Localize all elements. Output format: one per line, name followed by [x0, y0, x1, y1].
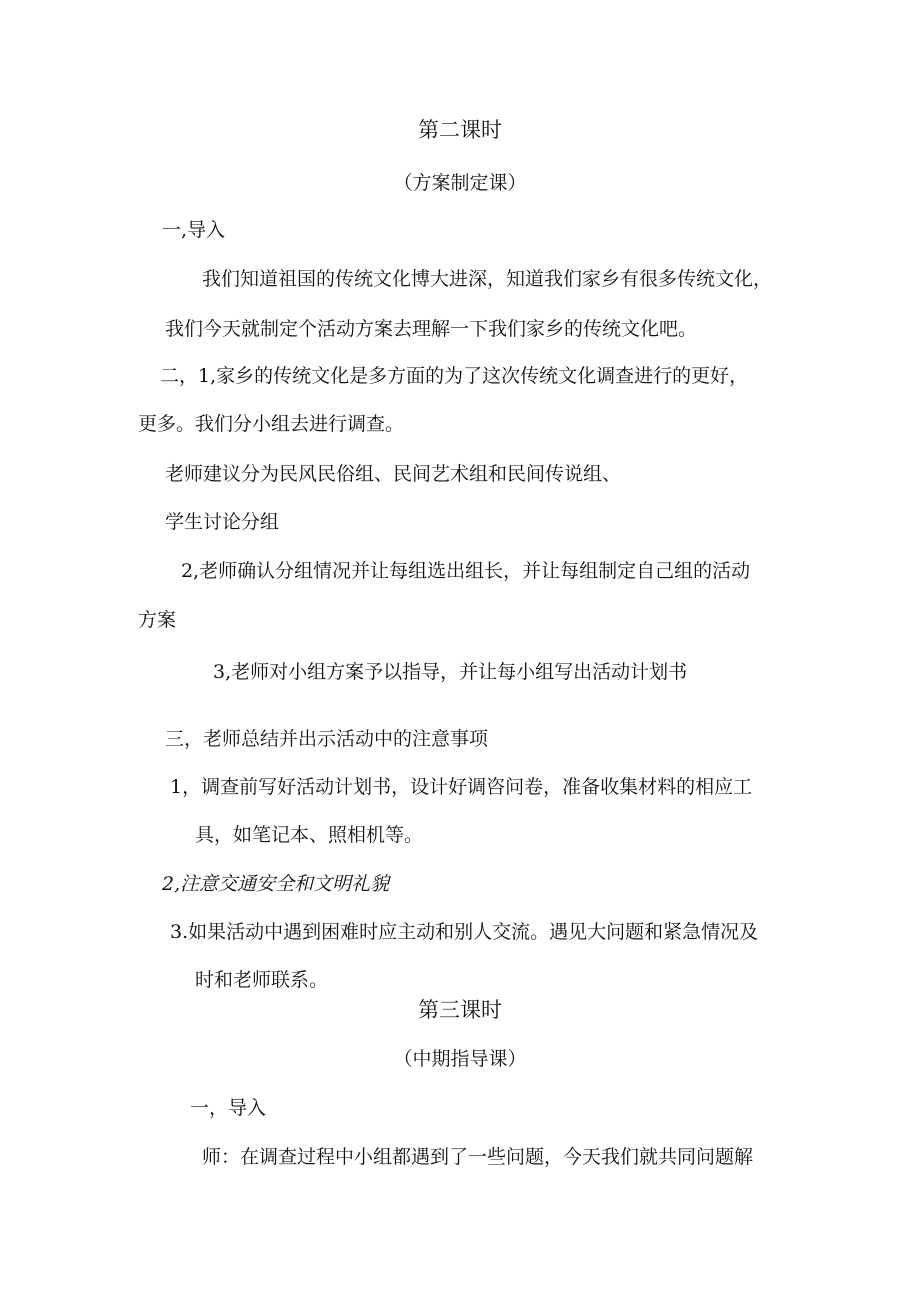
- lesson2-section2-item2-line2: 方案: [138, 609, 177, 631]
- lesson3-section1-para-line1: 师：在调查过程中小组都遇到了一些问题，今天我们就共同问题解: [202, 1146, 754, 1168]
- lesson2-section2-discussion: 学生讨论分组: [165, 511, 280, 533]
- lesson3-section1-heading: 一，导入: [190, 1097, 267, 1119]
- lesson3-subtitle: （中期指导课）: [393, 1048, 527, 1070]
- lesson2-section3-item3-line2: 时和老师联系。: [195, 969, 329, 991]
- lesson2-section2-suggestion: 老师建议分为民风民俗组、民间艺术组和民间传说组、: [165, 463, 622, 485]
- lesson2-section2-item1-line2: 更多。我们分小组去进行调查。: [138, 413, 405, 435]
- lesson3-title: 第三课时: [418, 998, 502, 1022]
- lesson2-section1-heading: 一,导入: [162, 219, 226, 241]
- lesson2-section3-item3-line1: 3.如果活动中遇到困难时应主动和别人交流。遇见大问题和紧急情况及: [170, 921, 759, 943]
- lesson2-section3-item1-line1: 1，调查前写好活动计划书，设计好调咨问卷，准备收集材料的相应工: [170, 776, 753, 798]
- lesson2-section2-item3: 3,老师对小组方案予以指导，并让每小组写出活动计划书: [213, 661, 688, 683]
- lesson2-title: 第二课时: [418, 118, 502, 142]
- lesson2-section1-para-line1: 我们知道祖国的传统文化博大进深，知道我们家乡有很多传统文化，: [202, 268, 773, 290]
- lesson2-section2-item2-line1: 2,老师确认分组情况并让每组选出组长，并让每组制定自己组的活动: [181, 560, 751, 582]
- lesson2-subtitle: （方案制定课）: [393, 172, 527, 194]
- lesson2-section3-heading: 三，老师总结并出示活动中的注意事项: [165, 728, 489, 750]
- lesson2-section3-item2: 2,注意交通安全和文明礼貌: [162, 873, 390, 895]
- lesson2-section3-item1-line2: 具，如笔记本、照相机等。: [195, 824, 424, 846]
- lesson2-section1-para-line2: 我们今天就制定个活动方案去理解一下我们家乡的传统文化吧。: [165, 318, 698, 340]
- lesson2-section2-item1-line1: 二，1,家乡的传统文化是多方面的为了这次传统文化调查进行的更好，: [160, 365, 749, 387]
